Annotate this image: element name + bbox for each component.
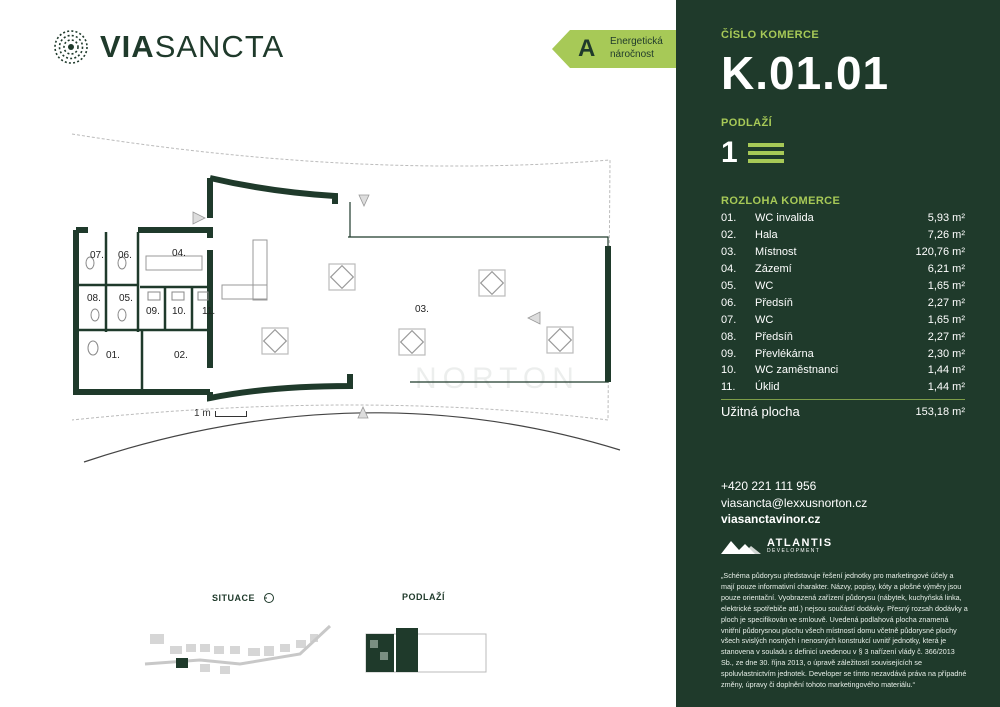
- room-row: 07. WC 1,65 m²: [721, 313, 965, 326]
- norton-watermark: NORTON: [415, 362, 580, 395]
- podlazi-mini-caption: PODLAŽÍ: [402, 592, 445, 602]
- mountain-logo-icon: [721, 538, 761, 554]
- floor-number: 1: [721, 136, 738, 169]
- scale-ruler: [215, 411, 247, 417]
- brand-name: VIASANCTA: [100, 29, 285, 64]
- developer-name: ATLANTIS: [767, 537, 833, 549]
- room-row: 02. Hala 7,26 m²: [721, 229, 965, 242]
- floor-indicator: [721, 136, 784, 170]
- orientation-icon: [263, 592, 275, 604]
- room-label-06: 06.: [118, 250, 132, 261]
- energy-class: A: [578, 35, 596, 62]
- scale-label: 1 m: [194, 408, 211, 419]
- room-label-04: 04.: [172, 248, 186, 259]
- legal-disclaimer: „Schéma půdorysu představuje řešení jednotky pro marketingové účely a mají pouze informativní charakter. Názvy, popisy, kóty a plošné výměry jsou pouze orientační. Vyobrazená zařízení půdorysu (nábytek, kuchyňská linka, elektrické spotřebiče atd.) nejsou součástí dodávky. Přesný rozsah dodávky a ploch je specifikován ve smlouvě. Uvedená podlahová plocha znamená vnitřní půdorysnou plochu všech místností domu včetně půdorysné plochy všech svislých nosných i nenosných konstrukcí uvnitř jednotky, která je stanovena v souladu s definicí uvedenou v § 3 nařízení vlády č. 366/2013 Sb., ze dne 30. října 2013, o úpravě záležitostí souvisejících se spoluvlastnictvím jednotek. Developer se tímto nezavdává práva na případné změny, úpravy či doplnění tohoto marketingového materiálu.“: [721, 571, 968, 690]
- room-label-01: 01.: [106, 350, 120, 361]
- energy-label: Energetická náročnost: [610, 36, 663, 60]
- room-label-05: 05.: [119, 293, 133, 304]
- room-row: 01. WC invalida 5,93 m²: [721, 212, 965, 225]
- sun-logo-icon: [52, 28, 90, 66]
- brand-logo[interactable]: [52, 28, 284, 66]
- total-divider: [721, 399, 965, 400]
- total-label: Užitná plocha: [721, 404, 800, 419]
- walkway-arc: [84, 413, 620, 462]
- room-row: 04. Zázemí 6,21 m²: [721, 263, 965, 276]
- room-row: 05. WC 1,65 m²: [721, 280, 965, 292]
- developer-sub: DEVELOPMENT: [767, 548, 821, 554]
- floor-label: PODLAŽÍ: [721, 117, 773, 129]
- room-label-08: 08.: [87, 293, 101, 304]
- energy-badge: [552, 30, 676, 68]
- energy-arrow-shape: [552, 30, 570, 68]
- situace-caption: [212, 592, 275, 604]
- room-label-03: 03.: [415, 304, 429, 315]
- code-label: ČÍSLO KOMERCE: [721, 29, 820, 41]
- floor-stack-icon: [748, 143, 784, 163]
- unit-code: K.01.01: [721, 47, 890, 99]
- room-row: 11. Úklid 1,44 m²: [721, 381, 965, 394]
- area-label: ROZLOHA KOMERCE: [721, 195, 841, 207]
- developer-logo[interactable]: [721, 538, 833, 554]
- room-label-07: 07.: [90, 250, 104, 261]
- room-row: 10. WC zaměstnanci 1,44 m²: [721, 364, 965, 377]
- phone-link[interactable]: +420 221 111 956: [721, 479, 817, 493]
- total-area: 153,18 m²: [915, 405, 965, 418]
- room-list: [721, 210, 965, 396]
- room-row: 03. Místnost 120,76 m²: [721, 246, 965, 259]
- total-row: [721, 404, 965, 419]
- room-row: 06. Předsíň 2,27 m²: [721, 296, 965, 309]
- info-panel: [676, 0, 1000, 707]
- scale-bar: [194, 408, 247, 419]
- main-hall-wall: [210, 178, 335, 204]
- website-link[interactable]: viasanctavinor.cz: [721, 512, 821, 526]
- situace-map: [140, 606, 340, 691]
- room-row: 09. Převlékárna 2,30 m²: [721, 347, 965, 360]
- room-label-10: 10.: [172, 306, 186, 317]
- floor-plan: [60, 120, 630, 470]
- room-row: 08. Předsíň 2,27 m²: [721, 330, 965, 343]
- room-label-02: 02.: [174, 350, 188, 361]
- situace-label: SITUACE: [212, 593, 256, 603]
- room-label-11: 11.: [202, 306, 216, 317]
- email-link[interactable]: viasancta@lexxusnorton.cz: [721, 496, 868, 510]
- floor-key-plan: [364, 622, 488, 678]
- room-label-09: 09.: [146, 306, 160, 317]
